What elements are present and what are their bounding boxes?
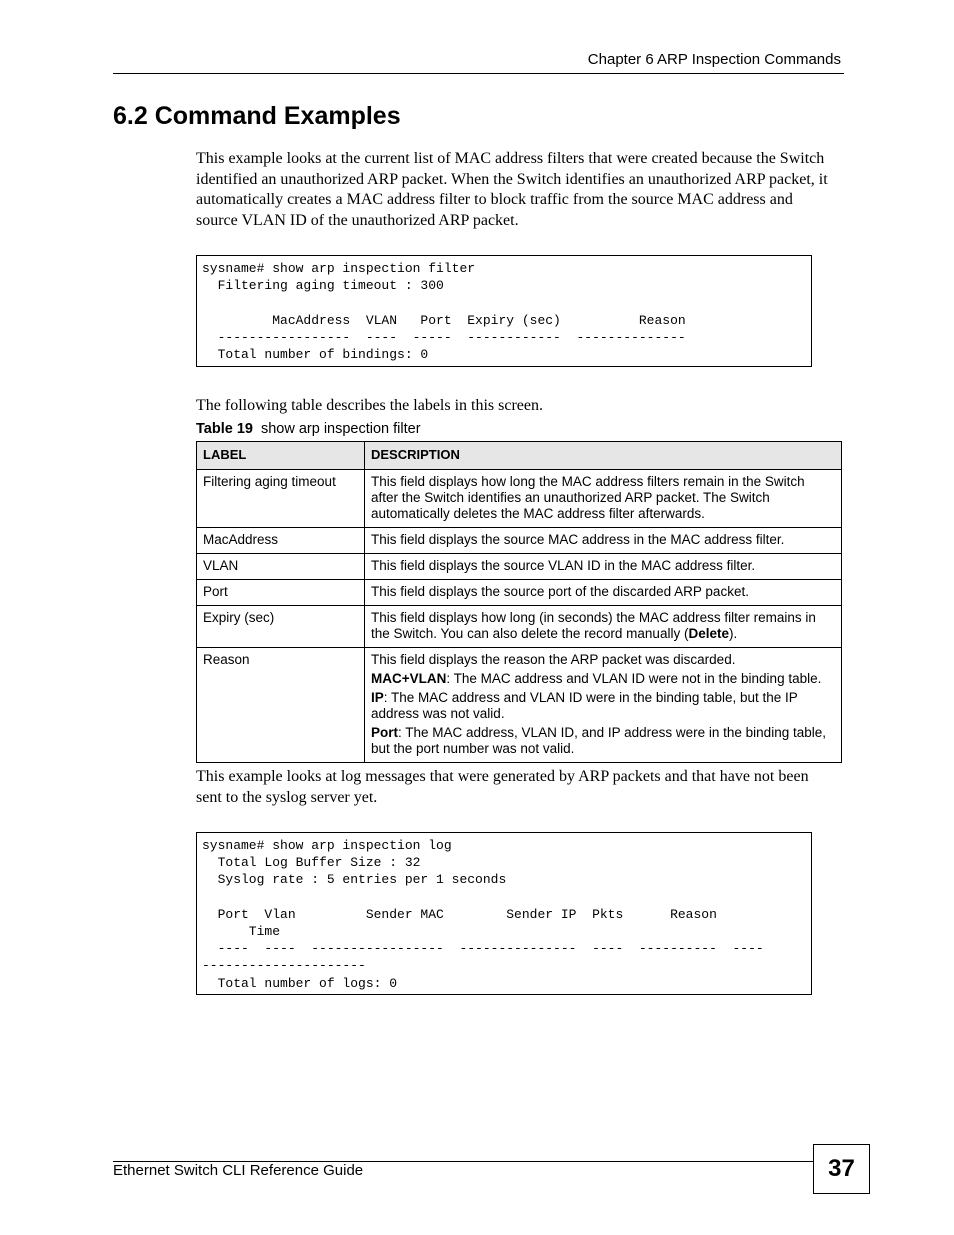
row-label: Port xyxy=(197,580,365,606)
table-row xyxy=(197,648,842,763)
row-label: Reason xyxy=(197,648,365,763)
intro-paragraph: This example looks at the current list of MAC address filters that were created because the Switch identified an unauthorized ARP packet. When the Switch identifies an unauthorized ARP packet, it automatically creates a MAC address filter to block traffic from the source MAC address and source VLAN ID of the unauthorized ARP packet. xyxy=(196,150,828,229)
reason-text: : The MAC address, VLAN ID, and IP address were in the binding table, but the port number was not valid. xyxy=(371,725,826,756)
code-block-filter xyxy=(196,255,812,367)
table-caption xyxy=(196,421,421,437)
log-paragraph: This example looks at log messages that were generated by ARP packets and that have not been sent to the syslog server yet. xyxy=(196,768,809,806)
row-description: This field displays the source VLAN ID in the MAC address filter. xyxy=(365,554,842,580)
reason-text: : The MAC address and VLAN ID were in the binding table, but the IP address was not valid. xyxy=(371,690,798,721)
table-row xyxy=(197,606,842,648)
table-row xyxy=(197,554,842,580)
reason-item xyxy=(371,671,835,687)
row-label: Filtering aging timeout xyxy=(197,470,365,528)
table-intro: The following table describes the labels in this screen. xyxy=(196,397,544,414)
reason-term: Port xyxy=(371,725,398,740)
row-description xyxy=(365,606,842,648)
table-caption-label: Table 19 xyxy=(196,421,253,437)
description-keyword: Delete xyxy=(688,626,729,641)
reason-term: MAC+VLAN xyxy=(371,671,447,686)
row-description: This field displays the source port of the discarded ARP packet. xyxy=(365,580,842,606)
code-text-filter: sysname# show arp inspection filter Filtering aging timeout : 300 MacAddress VLAN Port Expiry (sec) Reason ----------------- ---- ----- ------------ -------------- Total number of bindings: 0 xyxy=(202,261,686,363)
table-row xyxy=(197,470,842,528)
page-number: 37 xyxy=(813,1144,870,1194)
reason-item xyxy=(371,690,835,722)
row-label: VLAN xyxy=(197,554,365,580)
code-block-log xyxy=(196,832,812,995)
label-description-table xyxy=(196,441,842,763)
row-description: This field displays how long the MAC address filters remain in the Switch after the Switch identifies an unauthorized ARP packet. The Switch automatically deletes the MAC address filter afterwards. xyxy=(365,470,842,528)
row-description xyxy=(365,648,842,763)
description-intro: This field displays the reason the ARP packet was discarded. xyxy=(371,652,736,667)
column-header-label: LABEL xyxy=(197,442,365,470)
header-divider xyxy=(113,73,844,74)
table-row xyxy=(197,528,842,554)
column-header-description: DESCRIPTION xyxy=(365,442,842,470)
code-text-log: sysname# show arp inspection log Total Log Buffer Size : 32 Syslog rate : 5 entries per 1 seconds Port Vlan Sender MAC Sender IP Pkts Reason Time ---- ---- ----------------- --------------- ---- ---------- ---- --------------------- Total number of logs: 0 xyxy=(202,838,764,991)
reason-text: : The MAC address and VLAN ID were not in the binding table. xyxy=(446,671,822,686)
table-header-row xyxy=(197,442,842,470)
table-caption-text: show arp inspection filter xyxy=(260,421,421,437)
table-row xyxy=(197,580,842,606)
footer-guide-title: Ethernet Switch CLI Reference Guide xyxy=(113,1162,364,1179)
reason-term: IP xyxy=(371,690,384,705)
reason-item xyxy=(371,725,835,757)
description-text: This field displays how long (in seconds) the MAC address filter remains in the Switch. You can also delete the record manually ( xyxy=(371,610,816,641)
row-label: Expiry (sec) xyxy=(197,606,365,648)
chapter-header: Chapter 6 ARP Inspection Commands xyxy=(587,51,841,68)
row-description: This field displays the source MAC address in the MAC address filter. xyxy=(365,528,842,554)
row-label: MacAddress xyxy=(197,528,365,554)
description-text: ). xyxy=(728,626,738,641)
section-heading: 6.2 Command Examples xyxy=(113,102,401,130)
